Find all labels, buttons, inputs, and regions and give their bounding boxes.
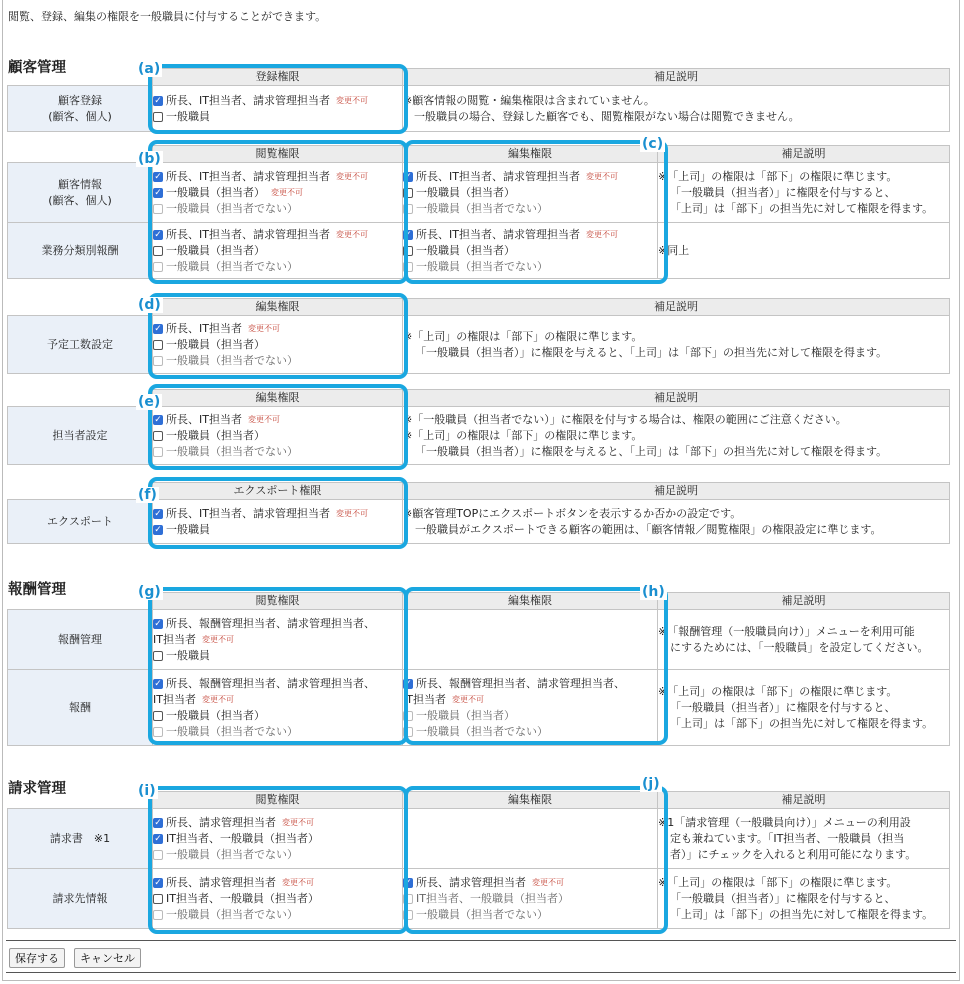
not-changeable-tag: 変更不可: [282, 817, 314, 827]
permission-option: [153, 321, 402, 337]
note-line: ※顧客情報の閲覧・編集権限は含まれていません。: [403, 93, 655, 107]
permission-option: [153, 815, 402, 831]
permission-option-label: 一般職員（担当者）: [166, 708, 265, 722]
permission-option-label: 所長、IT担当者、請求管理担当者: [166, 227, 330, 241]
note-line: ※「上司」の権限は「部下」の権限に準じます。: [658, 684, 898, 698]
not-changeable-tag: 変更不可: [335, 229, 368, 239]
save-button[interactable]: 保存する: [9, 948, 65, 968]
checkbox-unchecked[interactable]: [403, 188, 413, 198]
intro-text: 閲覧、登録、編集の権限を一般職員に付与することができます。: [8, 10, 327, 23]
section-title-billing: 請求管理: [8, 781, 66, 797]
permission-option: [153, 185, 402, 201]
checkbox-unchecked: [153, 727, 163, 737]
checkbox-group-customer-info-edit: [403, 163, 658, 223]
header-edit: 編集権限: [403, 146, 658, 163]
checkbox-group-customer-info-view: [153, 163, 403, 223]
checkbox-unchecked: [153, 204, 163, 214]
not-changeable-tag: 変更不可: [585, 229, 618, 239]
table-reward: [7, 592, 950, 746]
header-note: 補足説明: [403, 390, 950, 407]
permission-option: [153, 692, 402, 708]
row-label-billing-info: [8, 869, 153, 929]
checkbox-checked: ✓: [154, 171, 162, 182]
permission-option-label: 一般職員（担当者でない）: [416, 724, 548, 738]
permission-option: [153, 616, 402, 632]
permission-option: [403, 227, 657, 243]
row-label-line: 担当者設定: [52, 428, 108, 442]
permission-option: [153, 648, 402, 664]
permission-option: [153, 891, 402, 907]
checkbox-group-billing-info-view: [153, 869, 403, 929]
header-note: 補足説明: [658, 792, 950, 809]
permission-option-label: IT担当者: [153, 632, 196, 646]
checkbox-unchecked: [153, 850, 163, 860]
header-note: 補足説明: [658, 146, 950, 163]
row-label-line: 請求書 ※1: [49, 831, 111, 845]
permission-option-label: 一般職員（担当者でない）: [416, 907, 548, 921]
permission-option-label: IT担当者、一般職員（担当者）: [166, 891, 319, 905]
checkbox-group-invoice-view: [153, 809, 403, 869]
permission-option-label: 所長、請求管理担当者: [166, 875, 276, 889]
permission-option: [403, 708, 657, 724]
header-note: 補足説明: [403, 299, 950, 316]
header-view: 閲覧権限: [153, 792, 403, 809]
permission-option: [403, 724, 657, 740]
permission-option: [153, 337, 402, 353]
permission-option-label: IT担当者: [153, 692, 196, 706]
not-changeable-tag: 変更不可: [282, 877, 314, 887]
row-label-line: 業務分類別報酬: [41, 243, 119, 257]
checkbox-checked[interactable]: ✓: [404, 678, 412, 689]
note-line: にするためには、「一般職員」を設定してください。: [670, 640, 929, 654]
note-line: ※「報酬管理（一般職員向け）」メニューを利用可能: [658, 624, 915, 638]
checkbox-checked[interactable]: ✓: [154, 524, 162, 535]
checkbox-group-business-class-edit: [403, 223, 658, 279]
permission-option: [403, 243, 657, 259]
checkbox-unchecked: [403, 711, 413, 721]
permission-option-label: 一般職員（担当者）: [166, 428, 265, 442]
row-label-planned-hours: [8, 316, 153, 374]
permission-option-label: 所長、報酬管理担当者、請求管理担当者、: [166, 616, 375, 630]
permission-option-label: 一般職員（担当者）: [416, 185, 515, 199]
row-label-line: 報酬管理: [58, 632, 102, 646]
row-label-customer-info: [8, 163, 153, 223]
note-line: 「上司」は「部下」の担当先に対して権限を得ます。: [670, 907, 934, 921]
not-changeable-tag: 変更不可: [585, 171, 618, 181]
checkbox-checked: ✓: [154, 508, 162, 519]
note-assignee: [403, 407, 950, 465]
permission-option: [153, 109, 402, 125]
permission-option-label: IT担当者: [403, 692, 446, 706]
header-note: 補足説明: [403, 69, 950, 86]
header-edit: 編集権限: [403, 593, 658, 610]
permission-option-label: 一般職員（担当者でない）: [166, 353, 298, 367]
note-line: ※同上: [658, 243, 690, 257]
checkbox-unchecked[interactable]: [153, 340, 163, 350]
not-changeable-tag: 変更不可: [271, 187, 303, 197]
permission-option-label: 所長、IT担当者、請求管理担当者: [166, 169, 330, 183]
note-line: ※「上司」の権限は「部下」の権限に準じます。: [658, 875, 898, 889]
table-billing: [7, 791, 950, 929]
not-changeable-tag: 変更不可: [201, 634, 234, 644]
checkbox-group-reward-mgmt-edit: [403, 610, 658, 670]
checkbox-group-reward-mgmt-view: [153, 610, 403, 670]
permission-option: [153, 847, 402, 863]
note-line: 一般職員の場合、登録した顧客でも、閲覧権限がない場合は閲覧できません。: [403, 109, 800, 123]
permission-option-label: 一般職員（担当者でない）: [166, 259, 298, 273]
row-label-line: (顧客、個人): [48, 109, 112, 123]
permission-option: [153, 875, 402, 891]
permission-option-label: 一般職員: [166, 648, 210, 662]
checkbox-unchecked[interactable]: [153, 246, 163, 256]
permission-option: [153, 444, 402, 460]
note-line: 定も兼ねています。「IT担当者、一般職員（担当: [670, 831, 905, 845]
checkbox-checked: ✓: [404, 877, 412, 888]
header-edit: 編集権限: [153, 299, 403, 316]
permission-option: [153, 907, 402, 923]
note-invoice: [658, 809, 950, 869]
permission-option: [403, 692, 657, 708]
not-changeable-tag: 変更不可: [451, 694, 484, 704]
checkbox-checked[interactable]: ✓: [154, 618, 162, 629]
checkbox-checked: ✓: [154, 187, 162, 198]
note-billing-info: [658, 869, 950, 929]
checkbox-unchecked: [403, 262, 413, 272]
permission-option-label: 一般職員: [166, 109, 210, 123]
checkbox-group-invoice-edit: [403, 809, 658, 869]
not-changeable-tag: 変更不可: [335, 95, 368, 105]
callout-label-a: (a): [138, 61, 161, 77]
permission-option: [153, 412, 402, 428]
note-business-class: [658, 223, 950, 279]
permission-option-label: 一般職員（担当者）: [166, 185, 265, 199]
permission-option-label: 所長、IT担当者、請求管理担当者: [416, 169, 580, 183]
checkbox-unchecked[interactable]: [153, 711, 163, 721]
callout-label-h: (h): [642, 584, 665, 600]
note-line: ※「上司」の権限は「部下」の権限に準じます。: [658, 169, 898, 183]
checkbox-checked: ✓: [154, 323, 162, 334]
row-label-line: 予定工数設定: [47, 337, 113, 351]
header-edit: 編集権限: [403, 792, 658, 809]
checkbox-checked[interactable]: ✓: [154, 833, 162, 844]
footer-divider-top: [6, 940, 956, 941]
header-export: エクスポート権限: [153, 483, 403, 500]
cancel-button[interactable]: キャンセル: [74, 948, 141, 968]
note-line: ※「上司」の権限は「部下」の権限に準じます。: [403, 428, 643, 442]
note-line: 一般職員がエクスポートできる顧客の範囲は、「顧客情報／閲覧権限」の権限設定に準じます。: [415, 522, 882, 536]
permission-option: [153, 522, 402, 538]
checkbox-checked[interactable]: ✓: [154, 678, 162, 689]
checkbox-unchecked[interactable]: [153, 112, 163, 122]
permission-option-label: IT担当者、一般職員（担当者）: [416, 891, 569, 905]
permission-option: [153, 227, 402, 243]
header-edit: 編集権限: [153, 390, 403, 407]
row-label-line: 請求先情報: [52, 891, 108, 905]
permission-option: [153, 708, 402, 724]
permission-option: [153, 201, 402, 217]
permission-option: [403, 676, 657, 692]
checkbox-group-business-class-view: [153, 223, 403, 279]
permission-option-label: 所長、請求管理担当者: [166, 815, 276, 829]
note-line: ※「上司」の権限は「部下」の権限に準じます。: [403, 329, 643, 343]
checkbox-unchecked: [153, 356, 163, 366]
callout-label-j: (j): [642, 776, 660, 792]
row-label-assignee: [8, 407, 153, 465]
checkbox-checked: ✓: [154, 877, 162, 888]
permission-option: [403, 185, 657, 201]
checkbox-group-planned-hours: [153, 316, 403, 374]
not-changeable-tag: 変更不可: [247, 323, 280, 333]
permission-option: [153, 243, 402, 259]
header-view: 閲覧権限: [153, 146, 403, 163]
permission-option-label: 所長、報酬管理担当者、請求管理担当者、: [166, 676, 375, 690]
permission-option-label: 所長、IT担当者: [166, 321, 242, 335]
checkbox-unchecked: [403, 894, 413, 904]
permission-option-label: 一般職員（担当者でない）: [166, 724, 298, 738]
permission-option: [153, 259, 402, 275]
checkbox-unchecked: [403, 727, 413, 737]
note-line: ※「一般職員（担当者でない）」に権限を付与する場合は、権限の範囲にご注意ください。: [403, 412, 847, 426]
permission-option: [153, 676, 402, 692]
section-title-reward: 報酬管理: [8, 582, 66, 598]
checkbox-unchecked[interactable]: [153, 894, 163, 904]
permission-option: [403, 169, 657, 185]
not-changeable-tag: 変更不可: [335, 171, 368, 181]
note-line: 「一般職員（担当者）」に権限を付与すると、: [670, 891, 896, 905]
permission-option-label: 一般職員（担当者でない）: [166, 847, 298, 861]
note-reward-mgmt: [658, 610, 950, 670]
permission-option: [403, 875, 657, 891]
checkbox-unchecked: [153, 910, 163, 920]
checkbox-unchecked[interactable]: [153, 651, 163, 661]
callout-label-c: (c): [642, 136, 664, 152]
permission-option-label: 一般職員（担当者）: [166, 337, 265, 351]
checkbox-group-billing-info-edit: [403, 869, 658, 929]
permission-option: [153, 353, 402, 369]
checkbox-unchecked: [403, 204, 413, 214]
callout-label-d: (d): [138, 297, 161, 313]
checkbox-checked: ✓: [404, 229, 412, 240]
note-line: 「一般職員（担当者）」に権限を付与すると、: [670, 185, 896, 199]
callout-label-e: (e): [138, 394, 161, 410]
note-line: 者）」にチェックを入れると利用可能になります。: [670, 847, 917, 861]
note-planned-hours: [403, 316, 950, 374]
permission-option: [153, 93, 402, 109]
permission-option: [403, 891, 657, 907]
header-note: 補足説明: [658, 593, 950, 610]
table-customer-register: [7, 68, 950, 132]
callout-label-f: (f): [138, 487, 157, 503]
row-label-line: エクスポート: [47, 514, 113, 528]
note-line: ※1「請求管理（一般職員向け）」メニューの利用設: [658, 815, 911, 829]
permission-option-label: 一般職員（担当者でない）: [416, 259, 548, 273]
checkbox-unchecked: [403, 910, 413, 920]
permission-option: [153, 428, 402, 444]
permission-option-label: 一般職員: [166, 522, 210, 536]
row-label-line: 報酬: [69, 700, 91, 714]
row-label-customer-register: [8, 86, 153, 132]
permission-option-label: 一般職員（担当者でない）: [166, 201, 298, 215]
permission-option-label: 所長、IT担当者、請求管理担当者: [416, 227, 580, 241]
checkbox-unchecked[interactable]: [403, 246, 413, 256]
row-label-reward-mgmt: [8, 610, 153, 670]
callout-label-i: (i): [138, 783, 156, 799]
not-changeable-tag: 変更不可: [247, 414, 280, 424]
permission-option-label: 一般職員（担当者）: [416, 243, 515, 257]
checkbox-unchecked[interactable]: [153, 431, 163, 441]
permission-option-label: 一般職員（担当者）: [166, 243, 265, 257]
checkbox-group-assignee: [153, 407, 403, 465]
row-label-business-class: [8, 223, 153, 279]
permission-option-label: 一般職員（担当者）: [416, 708, 515, 722]
note-line: 「一般職員（担当者）」に権限を付与すると、: [670, 700, 896, 714]
header-view: 閲覧権限: [153, 593, 403, 610]
note-line: 「上司」は「部下」の担当先に対して権限を得ます。: [670, 716, 934, 730]
checkbox-group-reward-view: [153, 670, 403, 746]
permission-option-label: 所長、IT担当者、請求管理担当者: [166, 506, 330, 520]
checkbox-checked: ✓: [154, 414, 162, 425]
permission-option-label: 所長、請求管理担当者: [416, 875, 526, 889]
permission-option: [153, 724, 402, 740]
row-label-export: [8, 500, 153, 544]
row-label-line: 顧客登録: [58, 93, 102, 107]
note-line: 「上司」は「部下」の担当先に対して権限を得ます。: [670, 201, 934, 215]
checkbox-checked: ✓: [404, 171, 412, 182]
checkbox-checked: ✓: [154, 229, 162, 240]
permission-option-label: 所長、報酬管理担当者、請求管理担当者、: [416, 676, 625, 690]
not-changeable-tag: 変更不可: [335, 508, 368, 518]
row-label-invoice: [8, 809, 153, 869]
callout-label-g: (g): [138, 584, 161, 600]
permission-option: [153, 831, 402, 847]
permission-option: [403, 907, 657, 923]
checkbox-group-reward-edit: [403, 670, 658, 746]
permission-option-label: 一般職員（担当者でない）: [166, 907, 298, 921]
permission-option-label: 所長、IT担当者: [166, 412, 242, 426]
checkbox-checked: ✓: [154, 95, 162, 106]
not-changeable-tag: 変更不可: [201, 694, 234, 704]
note-line: ※顧客管理TOPにエクスポートボタンを表示するか否かの設定です。: [403, 506, 742, 520]
row-label-reward: [8, 670, 153, 746]
callout-label-b: (b): [138, 151, 161, 167]
row-label-line: 顧客情報: [58, 177, 102, 191]
permission-option-label: 所長、IT担当者、請求管理担当者: [166, 93, 330, 107]
permission-option: [403, 201, 657, 217]
note-customer-register: [403, 86, 950, 132]
checkbox-unchecked: [153, 262, 163, 272]
permission-option-label: 一般職員（担当者でない）: [166, 444, 298, 458]
checkbox-group-export: [153, 500, 403, 544]
header-register: 登録権限: [153, 69, 403, 86]
checkbox-group-customer-register: [153, 86, 403, 132]
note-line: 「一般職員（担当者）」に権限を与えると、「上司」は「部下」の担当先に対して権限を得ます。: [415, 444, 888, 458]
not-changeable-tag: 変更不可: [532, 877, 564, 887]
checkbox-checked: ✓: [154, 817, 162, 828]
footer-divider-bottom: [6, 972, 956, 973]
note-customer-info: [658, 163, 950, 223]
permission-option: [153, 506, 402, 522]
note-reward: [658, 670, 950, 746]
section-title-customer: 顧客管理: [8, 60, 66, 76]
permission-option: [153, 169, 402, 185]
header-note: 補足説明: [403, 483, 950, 500]
permission-option-label: IT担当者、一般職員（担当者）: [166, 831, 319, 845]
note-line: 「一般職員（担当者）」に権限を与えると、「上司」は「部下」の担当先に対して権限を得ます。: [415, 345, 888, 359]
row-label-line: (顧客、個人): [48, 193, 112, 207]
permission-option: [403, 259, 657, 275]
checkbox-unchecked: [153, 447, 163, 457]
permission-option-label: 一般職員（担当者でない）: [416, 201, 548, 215]
permission-option: [153, 632, 402, 648]
note-export: [403, 500, 950, 544]
